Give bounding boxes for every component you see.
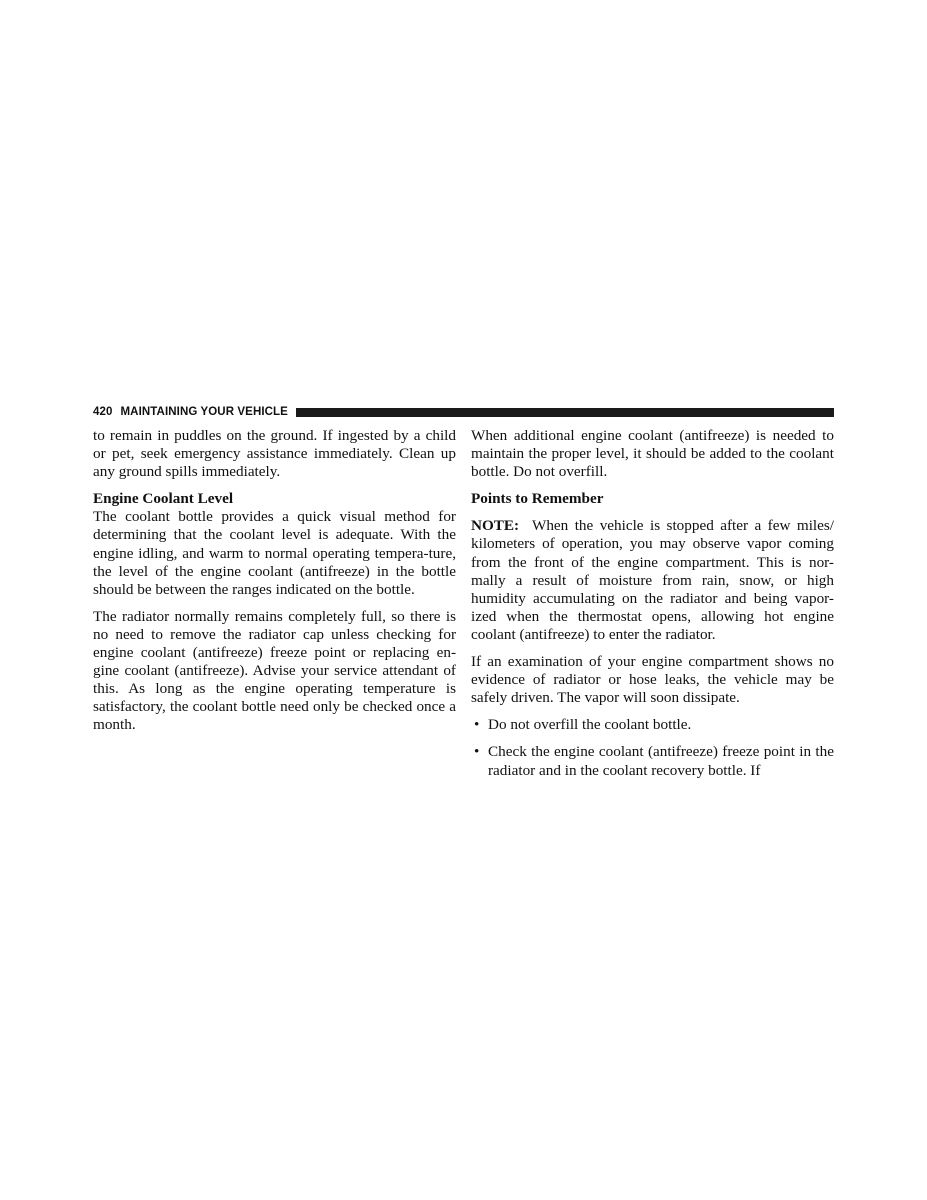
bullet-icon: •	[474, 743, 480, 761]
page-number: 420	[93, 406, 113, 418]
page-header	[93, 405, 834, 419]
bullet-list	[471, 716, 834, 779]
paragraph-radiator: The radiator normally remains completely full, so there is no need to remove the radiator cap unless checking for engine coolant (antifreeze) freeze point or replacing en-gine coolant (antifreeze). Advise your service attendant of this. As long as the engine operating temperature is satisfactory, the coolant bottle need only be checked once a month.	[93, 607, 456, 734]
left-column	[93, 427, 456, 744]
paragraph-examination: If an examination of your engine compartment shows no evidence of radiator or hose leaks, the vehicle may be safely driven. The vapor will soon dissipate.	[471, 653, 834, 707]
note-paragraph	[471, 517, 834, 644]
bullet-icon: •	[474, 716, 480, 734]
paragraph-additional-coolant: When additional engine coolant (antifreeze) is needed to maintain the proper level, it should be added to the coolant bottle. Do not overfill.	[471, 427, 834, 481]
heading-points-to-remember: Points to Remember	[471, 490, 604, 508]
section-title: MAINTAINING YOUR VEHICLE	[120, 406, 288, 418]
note-label: NOTE:	[471, 517, 520, 535]
intro-paragraph: to remain in puddles on the ground. If ingested by a child or pet, seek emergency assistance immediately. Clean up any ground spills immediately.	[93, 427, 456, 481]
bullet-text: Do not overfill the coolant bottle.	[488, 716, 692, 734]
right-column	[471, 427, 834, 789]
paragraph-coolant-bottle: The coolant bottle provides a quick visual method for determining that the coolant level is adequate. With the engine idling, and warm to normal operating tempera-ture, the level of the engine coolant (antifreeze) in the bottle should be between the ranges indicated on the bottle.	[93, 508, 456, 598]
list-item	[471, 716, 834, 734]
bullet-text: Check the engine coolant (antifreeze) freeze point in the radiator and in the coolant recovery bottle. If	[488, 743, 834, 779]
list-item	[471, 743, 834, 779]
note-text: When the vehicle is stopped after a few miles/ kilometers of operation, you may observe vapor coming from the front of the engine compartment. This is nor-mally a result of moisture from rain, snow, or high humidity accumulating on the radiator and being vapor-ized when the thermostat opens, allowing hot engine coolant (antifreeze) to enter the radiator.	[471, 517, 835, 643]
heading-engine-coolant-level: Engine Coolant Level	[93, 490, 234, 508]
header-rule	[296, 408, 834, 417]
